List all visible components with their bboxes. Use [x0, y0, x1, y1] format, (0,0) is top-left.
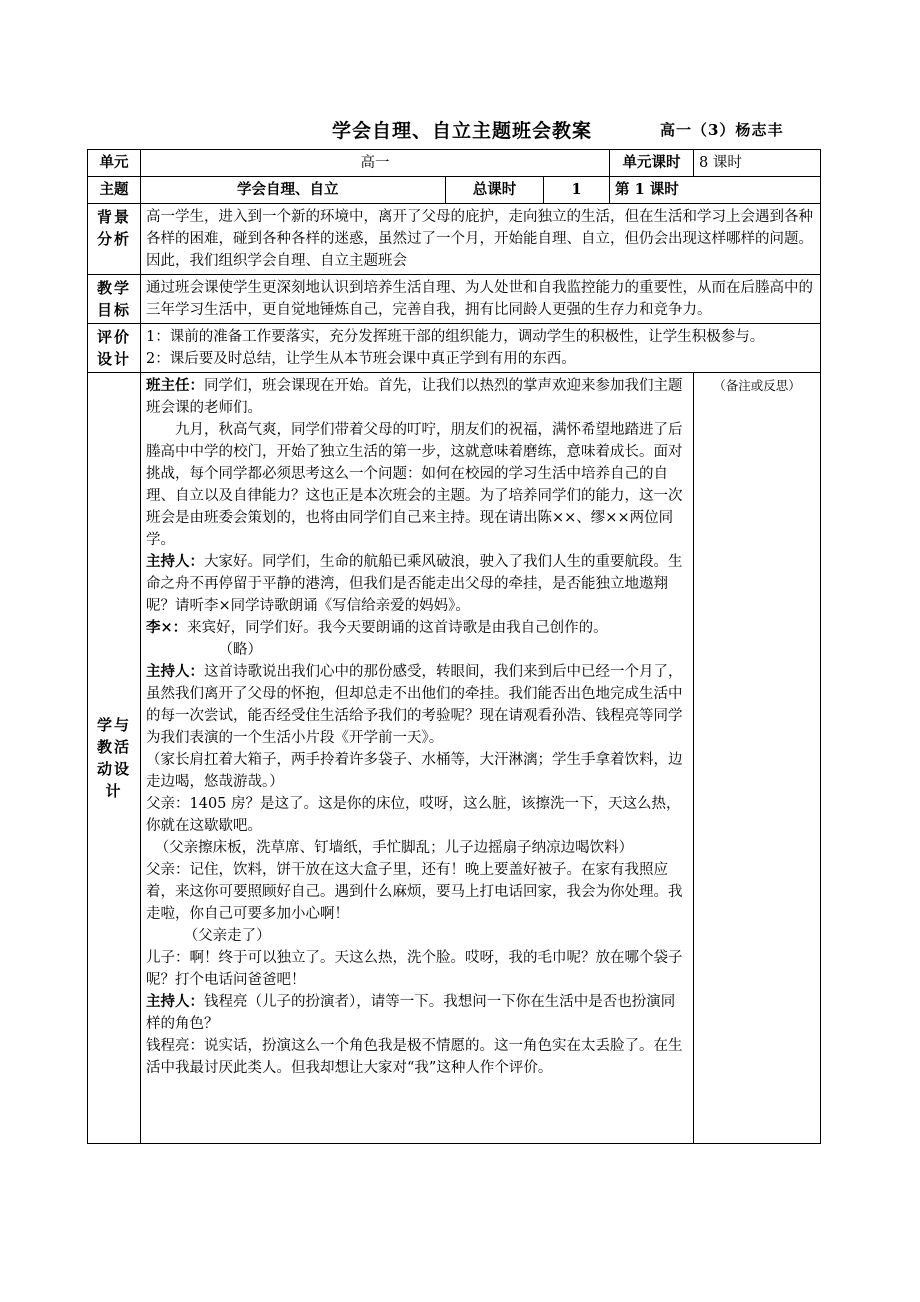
unit-value: 高一 [141, 150, 610, 177]
speaker-host: 主持人： [146, 553, 204, 570]
row-unit [88, 150, 821, 177]
notes-column [694, 373, 821, 1144]
line-text: 这首诗歌说出我们心中的那份感受，转眼间，我们来到后中已经一个月了，虽然我们离开了父母的怀抱，但却总走不出他们的牵挂。我们能否出色地完成生活中的每一次尝试，能否经受住生活给予我们的考验呢？现在请观看孙浩、钱程亮等同学为我们表演的一个生活小片段《开学前一天》。 [146, 664, 683, 746]
row-topic [88, 177, 821, 204]
speaker-host: 主持人： [146, 993, 204, 1010]
class-author: 高一（3）杨志丰 [660, 121, 784, 139]
topic-value: 学会自理、自立 [141, 177, 446, 204]
line-text: 钱程亮（儿子的扮演者），请等一下。我想问一下你在生活中是否也扮演同样的角色？ [146, 994, 676, 1032]
script-line: 父亲：记住，饮料，饼干放在这大盒子里，还有！晚上要盖好被子。在家有我照应着，来这你可要照顾好自己。遇到什么麻烦，要马上打电话回家，我会为你处理。我走啦，你自己可要多加小心啊！ [146, 862, 683, 922]
total-hours-value: 1 [544, 177, 610, 204]
page-title: 学会自理、自立主题班会教案 [332, 120, 593, 142]
speaker-host: 主持人： [146, 663, 204, 680]
topic-label: 主题 [88, 177, 141, 204]
notes-label: （备注或反思） [713, 378, 801, 393]
evaluation-label: 评价设计 [88, 324, 141, 373]
script-line [146, 551, 688, 617]
goal-text: 通过班会课使学生更深刻地认识到培养生活自理、为人处世和自我监控能力的重要性，从而在后塍高中的三年学习生活中，更自觉地锤炼自己，完善自我，拥有比同龄人更强的生存力和竞争力。 [141, 275, 821, 324]
row-evaluation [88, 324, 821, 373]
row-activity [88, 373, 821, 1144]
total-hours-label: 总课时 [446, 177, 544, 204]
lesson-number: 第 1 课时 [610, 177, 821, 204]
background-text: 高一学生，进入到一个新的环境中，离开了父母的庇护，走向独立的生活，但在生活和学习上会遇到各种各样的困难，碰到各种各样的迷惑，虽然过了一个月，开始能自理、自立，但仍会出现这样哪样的问题。因此，我们组织学会自理、自立主题班会 [141, 204, 821, 275]
script-line: （略） [218, 642, 262, 658]
row-background [88, 204, 821, 275]
goal-label: 教学目标 [88, 275, 141, 324]
activity-script [141, 373, 694, 1144]
script-line: 钱程亮：说实话，扮演这么一个角色我是极不情愿的。这一角色实在太丢脸了。在生活中我最讨厌此类人。但我却想让大家对“我”这种人作个评价。 [146, 1038, 683, 1076]
activity-label: 学与教活动设计 [88, 373, 141, 1144]
background-label: 背景分析 [88, 204, 141, 275]
line-text: 同学们，班会课现在开始。首先，让我们以热烈的掌声欢迎来参加我们主题班会课的老师们。 [146, 378, 683, 416]
script-line: 儿子：啊！终于可以独立了。天这么热，洗个脸。哎呀，我的毛巾呢？放在哪个袋子呢？打个电话问爸爸吧！ [146, 950, 683, 988]
script-line [146, 661, 688, 749]
script-line [146, 991, 688, 1035]
evaluation-item-2: 2：课后要及时总结，让学生从本节班会课中真正学到有用的东西。 [146, 351, 576, 367]
unit-hours-label: 单元课时 [610, 150, 694, 177]
line-text: 来宾好，同学们好。我今天要朗诵的这首诗歌是由我自己创作的。 [187, 620, 608, 636]
lesson-plan-table [87, 149, 821, 1144]
script-line [146, 375, 688, 419]
evaluation-item-1: 1：课前的准备工作要落实，充分发挥班干部的组织能力，调动学生的积极性，让学生积极参与。 [146, 329, 765, 345]
speaker-li: 李×： [146, 619, 188, 636]
unit-hours-value: 8 课时 [694, 150, 821, 177]
unit-label: 单元 [88, 150, 141, 177]
script-line [146, 617, 688, 639]
evaluation-cell [141, 324, 821, 373]
stage-direction: （父亲擦床板，洗草席、钉墙纸，手忙脚乱；儿子边摇扇子纳凉边喝饮料） [154, 840, 634, 856]
stage-direction: （父亲走了） [183, 928, 271, 944]
speaker-head-teacher: 班主任： [146, 377, 204, 394]
stage-direction: （家长肩扛着大箱子，两手拎着许多袋子、水桶等，大汗淋漓；学生手拿着饮料，边走边喝，悠哉游哉。） [146, 752, 683, 790]
script-line: 父亲：1405 房？是这了。这是你的床位，哎呀，这么脏，该擦洗一下，天这么热，你就在这歇歇吧。 [146, 796, 681, 834]
script-line: 九月，秋高气爽，同学们带着父母的叮咛，朋友们的祝福，满怀希望地踏进了后塍高中中学的校门，开始了独立生活的第一步，这就意味着磨练，意味着成长。面对挑战，每个同学都必须思考这么一个问题：如何在校园的学习生活中培养自己的自理、自立以及自律能力？这也正是本次班会的主题。为了培养同学们的能力，这一次班会是由班委会策划的，也将由同学们自己来主持。现在请出陈××、缪××两位同学。 [146, 422, 683, 548]
document-header [0, 116, 920, 144]
line-text: 大家好。同学们，生命的航船已乘风破浪，驶入了我们人生的重要航段。生命之舟不再停留于平静的港湾，但我们是否能走出父母的牵挂，是否能独立地遨翔呢？请听李×同学诗歌朗诵《写信给亲爱的妈妈》。 [146, 554, 683, 614]
row-goal [88, 275, 821, 324]
